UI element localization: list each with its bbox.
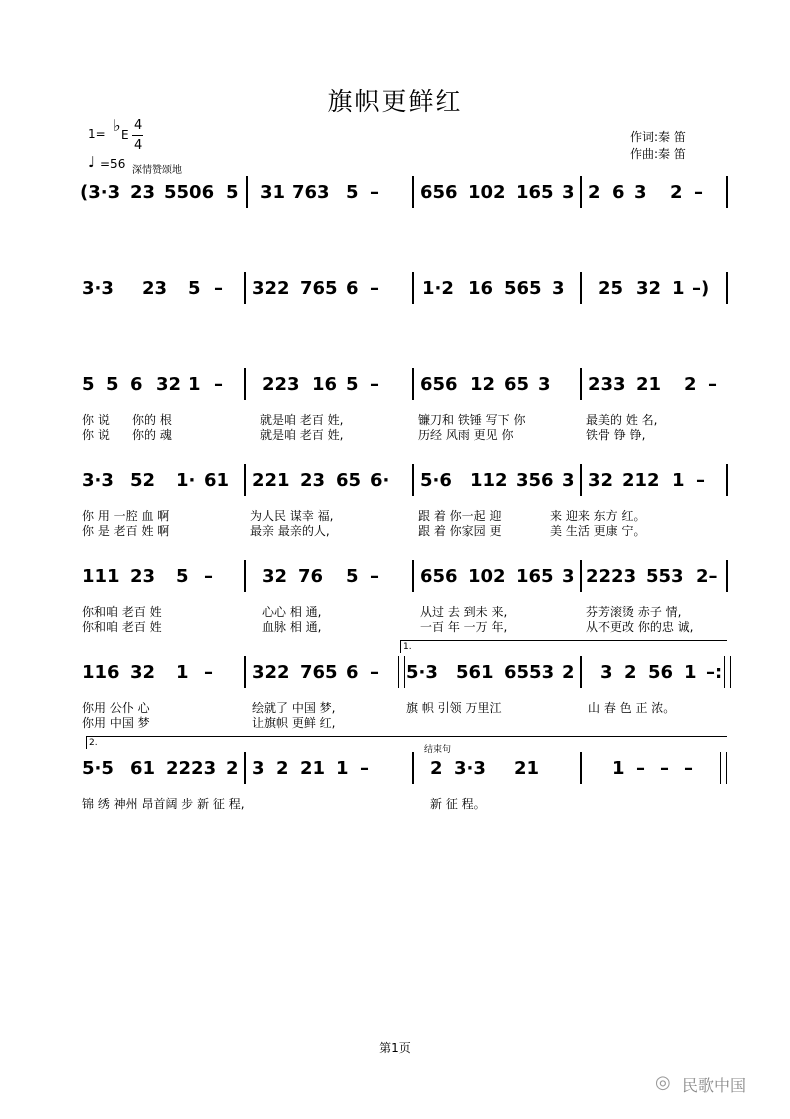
expression-marking: 深情赞颂地: [132, 165, 182, 176]
score-row-4: [80, 470, 730, 500]
note-group: –: [204, 662, 213, 683]
composer-credit: 作曲:秦 笛: [630, 147, 686, 161]
note-group: 32: [636, 278, 662, 299]
note-group: 65: [504, 374, 530, 395]
lyrics-row-6-verse-2: [80, 714, 730, 728]
page-number: 第1页: [379, 1041, 411, 1055]
note-group: 5: [346, 374, 359, 395]
score-row-6: [80, 662, 730, 692]
note-group: –: [636, 758, 645, 779]
lyric-text: 你和咱 老百 姓: [82, 620, 162, 634]
note-group: 3·3: [82, 278, 114, 299]
note-group: 5: [176, 566, 189, 587]
lyrics-row-6-verse-1: [80, 699, 730, 713]
score-row-5: [80, 566, 730, 596]
lyrics-row-4-verse-1: [80, 507, 730, 521]
lyric-text: 你 用 一腔 血 啊: [82, 509, 170, 523]
note-group: 16: [468, 278, 494, 299]
lyric-text: 绘就了 中国 梦,: [252, 701, 336, 715]
note-group: 61: [130, 758, 156, 779]
lyric-text: 从不更改 你的忠 诚,: [586, 620, 694, 634]
lyrics-row-4-verse-2: [80, 522, 730, 536]
note-group: 3: [562, 470, 575, 491]
note-group: –: [214, 278, 223, 299]
note-group: 23: [130, 182, 156, 203]
note-group: –: [214, 374, 223, 395]
note-group: 2: [670, 182, 683, 203]
note-group: (3·3: [80, 182, 121, 203]
lyric-text: 从过 去 到未 来,: [420, 605, 508, 619]
volta-first-label: 1.: [403, 642, 412, 652]
note-group: 3: [252, 758, 265, 779]
lyric-text: 你 是 老百 姓 啊: [82, 524, 170, 538]
note-group: 553: [646, 566, 684, 587]
note-group: 3·3: [454, 758, 486, 779]
note-group: –: [370, 182, 379, 203]
lyric-text: 跟 着 你家园 更: [418, 524, 502, 538]
lyric-text: 你用 公仆 心: [82, 701, 150, 715]
note-group: –: [370, 374, 379, 395]
note-group: 2–: [696, 566, 718, 587]
lyric-text: 锦 绣 神州 昂首阔 步 新 征 程,: [82, 797, 245, 811]
note-group: 3: [562, 182, 575, 203]
note-group: 2: [562, 662, 575, 683]
note-group: 165: [516, 566, 554, 587]
note-group: 21: [514, 758, 540, 779]
lyric-text: 你的 魂: [132, 428, 172, 442]
note-group: 6: [346, 662, 359, 683]
note-group: 2: [276, 758, 289, 779]
lyric-text: 你的 根: [132, 413, 172, 427]
note-group: 111: [82, 566, 120, 587]
lyric-text: 最亲 最亲的人,: [250, 524, 330, 538]
note-group: –: [370, 662, 379, 683]
note-group: 116: [82, 662, 120, 683]
note-group: 5: [346, 182, 359, 203]
song-title: 旗帜更鲜红: [327, 87, 463, 116]
note-group: 1: [672, 278, 685, 299]
lyric-text: 跟 着 你一起 迎: [418, 509, 502, 523]
note-group: 565: [504, 278, 542, 299]
note-group: 32: [156, 374, 182, 395]
note-group: 23: [142, 278, 168, 299]
note-group: 61: [204, 470, 230, 491]
note-group: –: [660, 758, 669, 779]
note-group: 1: [612, 758, 625, 779]
note-group: 32: [588, 470, 614, 491]
note-group: –: [684, 758, 693, 779]
meter-numerator: 4: [134, 118, 143, 133]
note-group: 6: [612, 182, 625, 203]
note-group: –: [360, 758, 369, 779]
lyric-text: 最美的 姓 名,: [586, 413, 658, 427]
note-group: 233: [588, 374, 626, 395]
note-group: 212: [622, 470, 660, 491]
key-letter: E: [121, 128, 129, 142]
note-group: 2: [588, 182, 601, 203]
note-group: 76: [298, 566, 324, 587]
note-group: 65: [336, 470, 362, 491]
note-group: 3: [562, 566, 575, 587]
note-group: 3: [552, 278, 565, 299]
lyric-text: 美 生活 更康 宁。: [550, 524, 646, 538]
note-group: 21: [300, 758, 326, 779]
note-group: 5: [226, 182, 239, 203]
note-group: –: [708, 374, 717, 395]
note-group: 112: [470, 470, 508, 491]
note-group: 12: [470, 374, 496, 395]
note-group: 1·2: [422, 278, 454, 299]
note-group: 5: [188, 278, 201, 299]
lyricist-credit: 作词:秦 笛: [630, 130, 686, 144]
volta-second-ending: [86, 736, 727, 749]
note-group: 322: [252, 278, 290, 299]
note-group: 223: [262, 374, 300, 395]
meter-divider: [132, 135, 143, 136]
volta-first-ending: [400, 640, 727, 653]
lyrics-row-3-verse-1: [80, 411, 730, 425]
note-group: 1: [336, 758, 349, 779]
tempo-marking: =56: [100, 157, 126, 171]
lyrics-row-3-verse-2: [80, 426, 730, 440]
note-group: 221: [252, 470, 290, 491]
key-signature-prefix: 1=: [88, 127, 106, 141]
note-group: 21: [636, 374, 662, 395]
note-group: 6553: [504, 662, 555, 683]
volta-second-label: 2.: [89, 738, 98, 748]
lyric-text: 山 春 色 正 浓。: [588, 701, 676, 715]
note-group: 16: [312, 374, 338, 395]
lyric-text: 一百 年 一万 年,: [420, 620, 508, 634]
lyric-text: 你和咱 老百 姓: [82, 605, 162, 619]
note-group: 763: [292, 182, 330, 203]
note-group: 23: [300, 470, 326, 491]
note-group: –: [694, 182, 703, 203]
note-group: 5·5: [82, 758, 114, 779]
lyric-text: 你用 中国 梦: [82, 716, 150, 730]
lyric-text: 心心 相 通,: [262, 605, 322, 619]
note-group: 25: [598, 278, 624, 299]
wechat-logo-icon: ◎: [655, 1072, 671, 1093]
note-group: 1·: [176, 470, 196, 491]
note-group: 765: [300, 662, 338, 683]
lyric-text: 来 迎来 东方 红。: [550, 509, 646, 523]
note-group: 31: [260, 182, 286, 203]
note-group: 5: [346, 566, 359, 587]
note-group: 2: [624, 662, 637, 683]
note-group: 1: [176, 662, 189, 683]
lyric-text: 旗 帜 引领 万里江: [406, 701, 502, 715]
note-group: –: [204, 566, 213, 587]
lyrics-row-5-verse-2: [80, 618, 730, 632]
score-row-7: [80, 758, 730, 788]
note-group: 1: [684, 662, 697, 683]
note-group: 656: [420, 374, 458, 395]
note-group: –): [692, 278, 710, 299]
note-group: 6: [346, 278, 359, 299]
note-group: 3: [538, 374, 551, 395]
note-group: 3·3: [82, 470, 114, 491]
note-group: –: [696, 470, 705, 491]
note-group: 5·3: [406, 662, 438, 683]
note-group: –:: [706, 662, 723, 683]
lyric-text: 让旗帜 更鲜 红,: [252, 716, 336, 730]
note-group: 656: [420, 566, 458, 587]
note-group: 656: [420, 182, 458, 203]
lyric-text: 就是咱 老百 姓,: [260, 413, 344, 427]
score-row-3: [80, 374, 730, 404]
lyrics-row-5-verse-1: [80, 603, 730, 617]
note-group: 5: [82, 374, 95, 395]
lyrics-row-7-verse-1: [80, 795, 730, 809]
note-group: 2223: [166, 758, 217, 779]
note-group: 1: [188, 374, 201, 395]
note-group: 2223: [586, 566, 637, 587]
score-row-1: [80, 182, 730, 212]
note-group: 56: [648, 662, 674, 683]
lyric-text: 血脉 相 通,: [262, 620, 322, 634]
note-group: 102: [468, 566, 506, 587]
lyric-text: 芬芳滚烫 赤子 情,: [586, 605, 682, 619]
note-group: 5506: [164, 182, 215, 203]
note-group: 765: [300, 278, 338, 299]
note-group: 23: [130, 566, 156, 587]
note-group: 1: [672, 470, 685, 491]
note-group: 2: [430, 758, 443, 779]
flat-symbol: ♭: [113, 116, 121, 135]
note-group: 32: [130, 662, 156, 683]
meter-denominator: 4: [134, 138, 143, 153]
note-group: 3: [600, 662, 613, 683]
note-group: 2: [684, 374, 697, 395]
note-group: 6·: [370, 470, 390, 491]
lyric-text: 你 说: [82, 413, 110, 427]
ending-phrase-label: 结束句: [424, 745, 452, 755]
lyric-text: 铁骨 铮 铮,: [586, 428, 646, 442]
note-group: 165: [516, 182, 554, 203]
note-group: 3: [634, 182, 647, 203]
lyric-text: 为人民 谋幸 福,: [250, 509, 334, 523]
note-group: 6: [130, 374, 143, 395]
lyric-text: 就是咱 老百 姓,: [260, 428, 344, 442]
note-group: 2: [226, 758, 239, 779]
lyric-text: 历经 风雨 更见 你: [418, 428, 514, 442]
quarter-note-icon: ♩: [88, 153, 96, 171]
watermark-text: 民歌中国: [682, 1076, 747, 1095]
note-group: –: [370, 566, 379, 587]
note-group: 322: [252, 662, 290, 683]
note-group: 356: [516, 470, 554, 491]
score-row-2: [80, 278, 730, 308]
note-group: 561: [456, 662, 494, 683]
note-group: 5: [106, 374, 119, 395]
lyric-text: 新 征 程。: [430, 797, 486, 811]
note-group: 102: [468, 182, 506, 203]
note-group: –: [370, 278, 379, 299]
note-group: 52: [130, 470, 156, 491]
note-group: 32: [262, 566, 288, 587]
lyric-text: 镰刀和 铁锤 写下 你: [418, 413, 526, 427]
note-group: 5·6: [420, 470, 452, 491]
lyric-text: 你 说: [82, 428, 110, 442]
